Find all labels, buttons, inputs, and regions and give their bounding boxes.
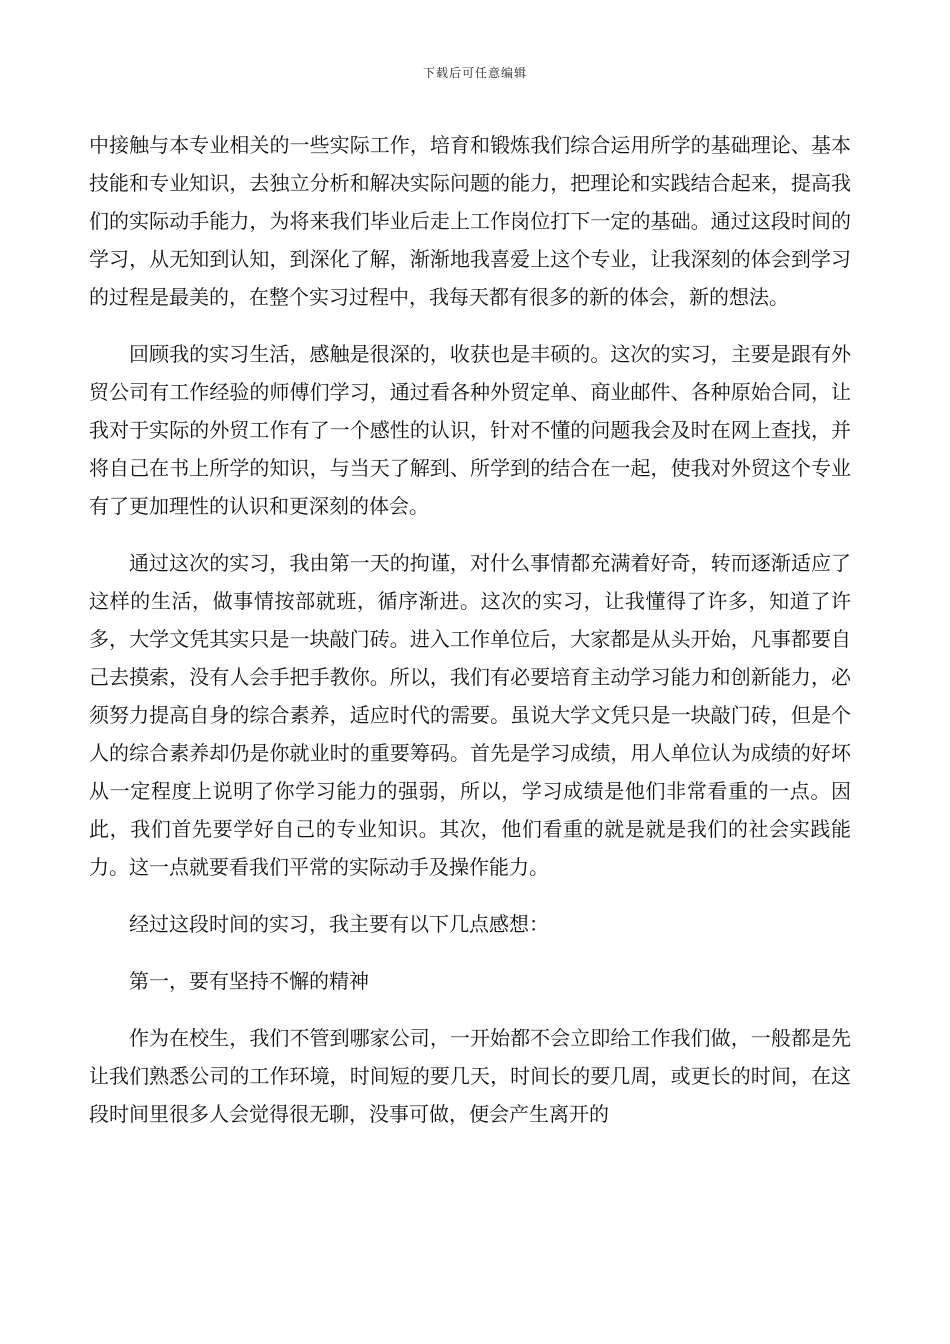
paragraph-4: 经过这段时间的实习，我主要有以下几点感想：: [129, 912, 549, 936]
document-body: [89, 126, 851, 1133]
paragraph-3: 通过这次的实习，我由第一天的拘谨，对什么事情都充满着好奇，转而逐渐适应了这样的生活，做事情按部就班，循序渐进。这次的实习，让我懂得了许多，知道了许多，大学文凭其实只是一块敲门砖。进入工作单位后，大家都是从头开始，凡事都要自己去摸索，没有人会手把手教你。所以，我们有必要培育主动学习能力和创新能力，必须努力提高自身的综合素养，适应时代的需要。虽说大学文凭只是一块敲门砖，但是个人的综合素养却仍是你就业时的重要筹码。首先是学习成绩，用人单位认为成绩的好坏从一定程度上说明了你学习能力的强弱，所以，学习成绩是他们非常看重的一点。因此，我们首先要学好自己的专业知识。其次，他们看重的就是就是我们的社会实践能力。这一点就要看我们平常的实际动手及操作能力。: [89, 551, 851, 879]
paragraph-1: 中接触与本专业相关的一些实际工作，培育和锻炼我们综合运用所学的基础理论、基本技能和专业知识，去独立分析和解决实际问题的能力，把理论和实践结合起来，提高我们的实际动手能力，为将来我们毕业后走上工作岗位打下一定的基础。通过这段时间的学习，从无知到认知，到深化了解，渐渐地我喜爱上这个专业，让我深刻的体会到学习的过程是最美的，在整个实习过程中，我每天都有很多的新的体会，新的想法。: [89, 133, 851, 309]
paragraph-5: 作为在校生，我们不管到哪家公司，一开始都不会立即给工作我们做，一般都是先让我们熟悉公司的工作环境，时间短的要几天，时间长的要几周，或更长的时间，在这段时间里很多人会觉得很无聊，没事可做，便会产生离开的: [89, 1026, 851, 1126]
page-header: 下载后可任意编辑: [422, 66, 527, 80]
paragraph-2: 回顾我的实习生活，感触是很深的，收获也是丰硕的。这次的实习，主要是跟有外贸公司有工作经验的师傅们学习，通过看各种外贸定单、商业邮件、各种原始合同，让我对于实际的外贸工作有了一个感性的认识，针对不懂的问题我会及时在网上查找，并将自己在书上所学的知识，与当天了解到、所学到的结合在一起，使我对外贸这个专业有了更加理性的认识和更深刻的体会。: [89, 342, 851, 518]
section-heading: 第一，要有坚持不懈的精神: [129, 969, 369, 993]
